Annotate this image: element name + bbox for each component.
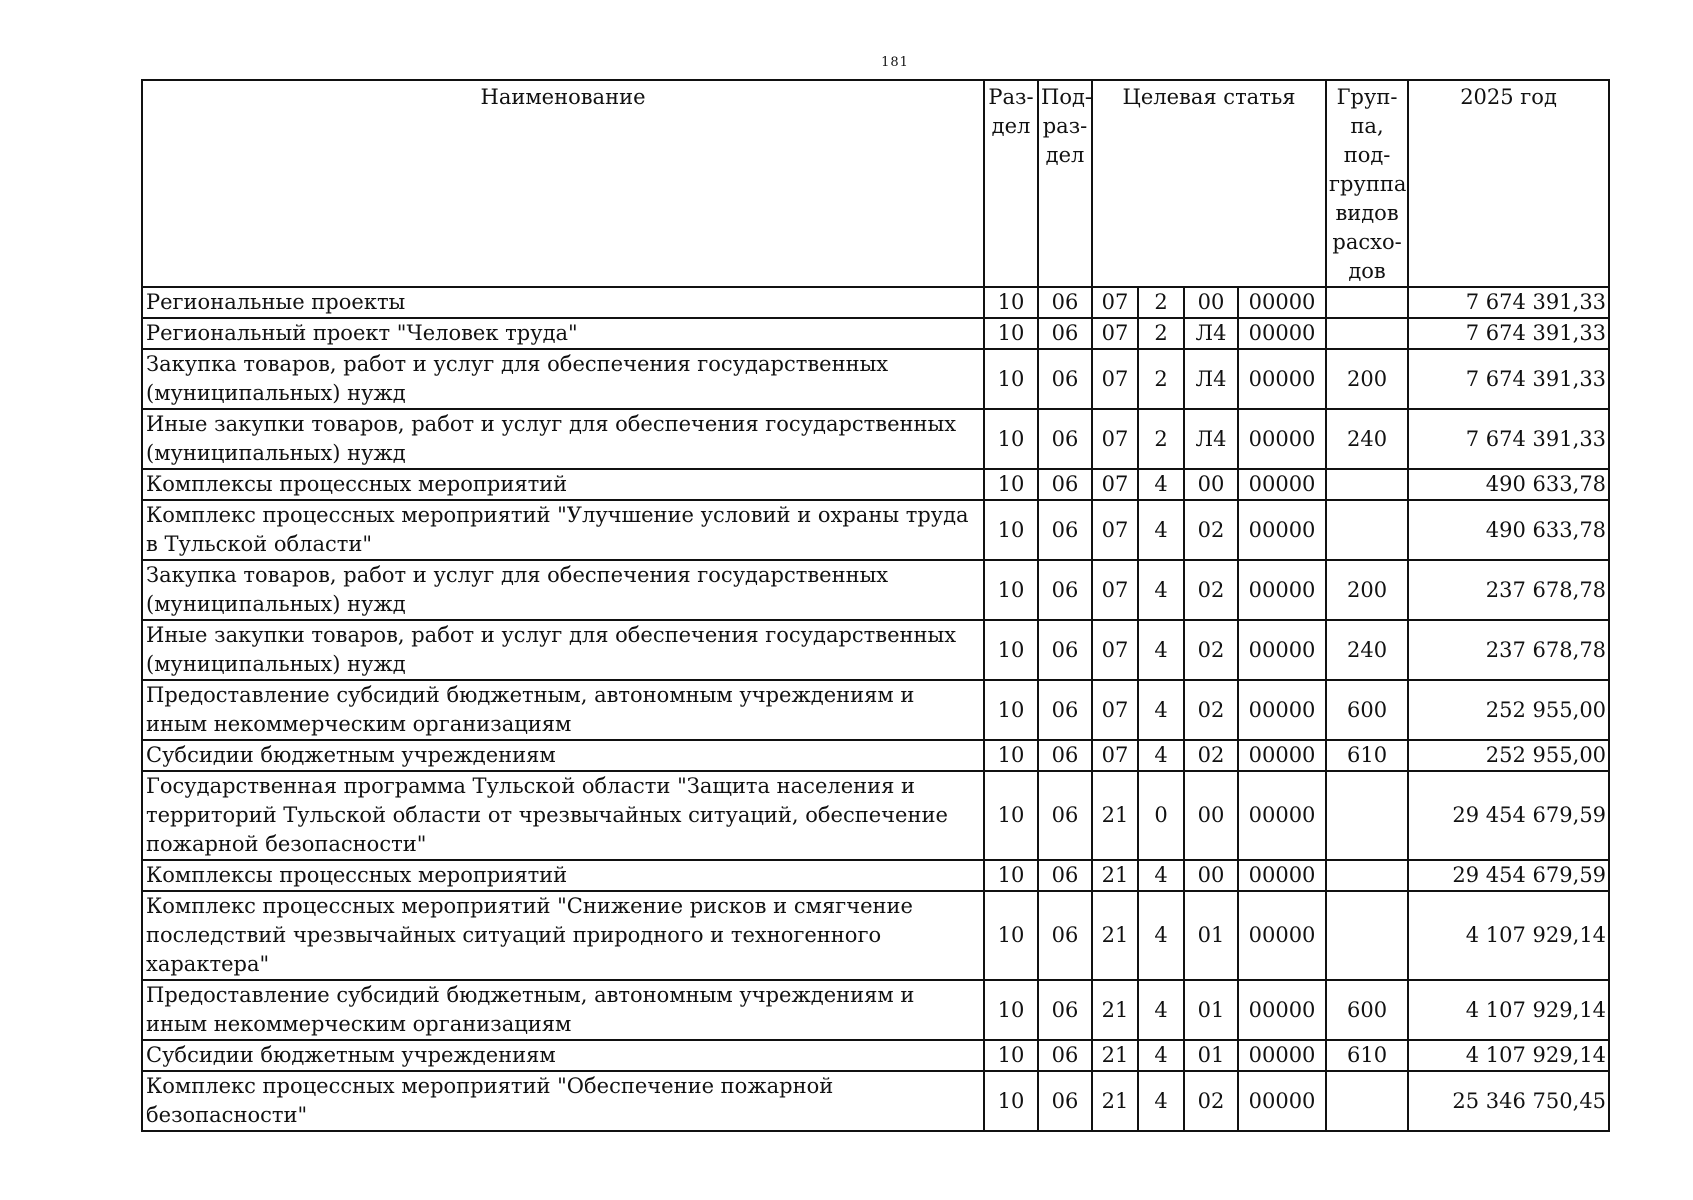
header-podrazdel-line: дел — [1045, 143, 1085, 167]
cell-target-direction: 02 — [1184, 680, 1238, 740]
cell-name: Субсидии бюджетным учреждениям — [142, 1040, 984, 1071]
cell-target-type: 4 — [1138, 560, 1184, 620]
header-podrazdel-line: Под- — [1041, 85, 1092, 109]
cell-target-type: 4 — [1138, 1040, 1184, 1071]
cell-target-direction: 00 — [1184, 860, 1238, 891]
cell-razdel: 10 — [984, 469, 1038, 500]
cell-group — [1326, 469, 1408, 500]
cell-target-code: 00000 — [1238, 469, 1326, 500]
cell-group — [1326, 860, 1408, 891]
cell-target-direction: Л4 — [1184, 409, 1238, 469]
cell-group — [1326, 318, 1408, 349]
cell-target-direction: 02 — [1184, 620, 1238, 680]
cell-target-program: 07 — [1092, 680, 1138, 740]
cell-amount: 4 107 929,14 — [1408, 891, 1609, 980]
cell-group: 610 — [1326, 740, 1408, 771]
cell-target-type: 2 — [1138, 409, 1184, 469]
cell-podrazdel: 06 — [1038, 1071, 1092, 1131]
header-name: Наименование — [142, 80, 984, 287]
cell-razdel: 10 — [984, 560, 1038, 620]
header-razdel-line: Раз- — [988, 85, 1034, 109]
cell-name: Комплексы процессных мероприятий — [142, 469, 984, 500]
cell-razdel: 10 — [984, 500, 1038, 560]
cell-target-program: 21 — [1092, 771, 1138, 860]
cell-podrazdel: 06 — [1038, 560, 1092, 620]
cell-amount: 29 454 679,59 — [1408, 860, 1609, 891]
cell-name: Иные закупки товаров, работ и услуг для обеспечения государственных (муниципальных) нужд — [142, 620, 984, 680]
header-podrazdel — [1038, 80, 1092, 287]
cell-target-direction: 02 — [1184, 500, 1238, 560]
cell-razdel: 10 — [984, 740, 1038, 771]
cell-group — [1326, 771, 1408, 860]
cell-name: Предоставление субсидий бюджетным, автономным учреждениям и иным некоммерческим организациям — [142, 680, 984, 740]
cell-podrazdel: 06 — [1038, 1040, 1092, 1071]
table-row — [142, 740, 1609, 771]
cell-group: 200 — [1326, 560, 1408, 620]
cell-target-code: 00000 — [1238, 1071, 1326, 1131]
cell-target-direction: 02 — [1184, 560, 1238, 620]
cell-podrazdel: 06 — [1038, 409, 1092, 469]
cell-target-type: 4 — [1138, 1071, 1184, 1131]
cell-group — [1326, 287, 1408, 318]
header-podrazdel-line: раз- — [1042, 114, 1088, 138]
table-row — [142, 680, 1609, 740]
cell-target-program: 21 — [1092, 860, 1138, 891]
cell-target-direction: 01 — [1184, 891, 1238, 980]
cell-target-program: 07 — [1092, 740, 1138, 771]
cell-target-program: 07 — [1092, 287, 1138, 318]
header-group-line: дов — [1348, 259, 1386, 283]
cell-target-code: 00000 — [1238, 980, 1326, 1040]
cell-target-type: 4 — [1138, 980, 1184, 1040]
cell-podrazdel: 06 — [1038, 349, 1092, 409]
cell-target-type: 4 — [1138, 620, 1184, 680]
cell-target-direction: 00 — [1184, 287, 1238, 318]
header-group-line: Груп- — [1336, 85, 1398, 109]
page-number: 181 — [881, 55, 909, 70]
cell-amount: 7 674 391,33 — [1408, 287, 1609, 318]
table-row — [142, 500, 1609, 560]
cell-target-program: 07 — [1092, 349, 1138, 409]
cell-name: Предоставление субсидий бюджетным, автономным учреждениям и иным некоммерческим организациям — [142, 980, 984, 1040]
cell-name: Региональные проекты — [142, 287, 984, 318]
cell-razdel: 10 — [984, 891, 1038, 980]
cell-razdel: 10 — [984, 771, 1038, 860]
cell-amount: 7 674 391,33 — [1408, 318, 1609, 349]
cell-target-program: 21 — [1092, 1040, 1138, 1071]
header-year: 2025 год — [1408, 80, 1609, 287]
cell-name: Комплекс процессных мероприятий "Улучшение условий и охраны труда в Тульской области" — [142, 500, 984, 560]
cell-target-code: 00000 — [1238, 620, 1326, 680]
table-row — [142, 560, 1609, 620]
cell-target-program: 07 — [1092, 620, 1138, 680]
cell-amount: 490 633,78 — [1408, 500, 1609, 560]
cell-amount: 490 633,78 — [1408, 469, 1609, 500]
cell-group: 200 — [1326, 349, 1408, 409]
cell-target-type: 4 — [1138, 860, 1184, 891]
header-group-line: группа — [1329, 172, 1407, 196]
cell-name: Государственная программа Тульской области "Защита населения и территорий Тульской области от чрезвычайных ситуаций, обеспечение пожарной безопасности" — [142, 771, 984, 860]
cell-razdel: 10 — [984, 287, 1038, 318]
cell-target-type: 4 — [1138, 469, 1184, 500]
cell-target-code: 00000 — [1238, 409, 1326, 469]
cell-podrazdel: 06 — [1038, 740, 1092, 771]
cell-amount: 237 678,78 — [1408, 620, 1609, 680]
cell-razdel: 10 — [984, 318, 1038, 349]
cell-target-type: 4 — [1138, 500, 1184, 560]
cell-target-type: 2 — [1138, 349, 1184, 409]
cell-podrazdel: 06 — [1038, 860, 1092, 891]
cell-target-code: 00000 — [1238, 349, 1326, 409]
cell-amount: 4 107 929,14 — [1408, 980, 1609, 1040]
cell-amount: 252 955,00 — [1408, 740, 1609, 771]
cell-target-code: 00000 — [1238, 860, 1326, 891]
cell-target-code: 00000 — [1238, 891, 1326, 980]
table-row — [142, 860, 1609, 891]
cell-target-program: 07 — [1092, 318, 1138, 349]
cell-group: 600 — [1326, 980, 1408, 1040]
cell-razdel: 10 — [984, 409, 1038, 469]
header-group-line: па, под- — [1343, 114, 1391, 167]
header-razdel-line: дел — [991, 114, 1031, 138]
budget-table — [141, 79, 1610, 1132]
cell-target-direction: 02 — [1184, 1071, 1238, 1131]
cell-target-program: 21 — [1092, 891, 1138, 980]
table-body — [142, 287, 1609, 1131]
cell-amount: 4 107 929,14 — [1408, 1040, 1609, 1071]
header-group-line: расхо- — [1332, 230, 1402, 254]
cell-target-type: 2 — [1138, 318, 1184, 349]
table-row — [142, 318, 1609, 349]
cell-target-code: 00000 — [1238, 318, 1326, 349]
table-header — [142, 80, 1609, 287]
cell-target-program: 07 — [1092, 560, 1138, 620]
cell-name: Иные закупки товаров, работ и услуг для обеспечения государственных (муниципальных) нужд — [142, 409, 984, 469]
cell-group: 240 — [1326, 620, 1408, 680]
cell-razdel: 10 — [984, 1071, 1038, 1131]
table-row — [142, 620, 1609, 680]
cell-name: Региональный проект "Человек труда" — [142, 318, 984, 349]
table-row — [142, 469, 1609, 500]
cell-target-program: 21 — [1092, 980, 1138, 1040]
cell-target-code: 00000 — [1238, 771, 1326, 860]
cell-razdel: 10 — [984, 980, 1038, 1040]
cell-name: Закупка товаров, работ и услуг для обеспечения государственных (муниципальных) нужд — [142, 560, 984, 620]
cell-target-type: 4 — [1138, 891, 1184, 980]
cell-target-program: 07 — [1092, 500, 1138, 560]
cell-podrazdel: 06 — [1038, 980, 1092, 1040]
cell-target-code: 00000 — [1238, 680, 1326, 740]
header-target: Целевая статья — [1092, 80, 1326, 287]
cell-target-code: 00000 — [1238, 500, 1326, 560]
cell-group: 610 — [1326, 1040, 1408, 1071]
cell-group — [1326, 1071, 1408, 1131]
cell-target-code: 00000 — [1238, 287, 1326, 318]
cell-amount: 7 674 391,33 — [1408, 349, 1609, 409]
cell-amount: 29 454 679,59 — [1408, 771, 1609, 860]
table-row — [142, 891, 1609, 980]
cell-target-direction: 02 — [1184, 740, 1238, 771]
cell-podrazdel: 06 — [1038, 891, 1092, 980]
cell-group: 240 — [1326, 409, 1408, 469]
cell-target-code: 00000 — [1238, 740, 1326, 771]
cell-target-direction: Л4 — [1184, 318, 1238, 349]
cell-amount: 7 674 391,33 — [1408, 409, 1609, 469]
cell-name: Комплекс процессных мероприятий "Обеспечение пожарной безопасности" — [142, 1071, 984, 1131]
cell-target-program: 21 — [1092, 1071, 1138, 1131]
cell-target-direction: 00 — [1184, 469, 1238, 500]
table-row — [142, 409, 1609, 469]
cell-amount: 237 678,78 — [1408, 560, 1609, 620]
table-row — [142, 771, 1609, 860]
cell-name: Субсидии бюджетным учреждениям — [142, 740, 984, 771]
table-row — [142, 1040, 1609, 1071]
cell-razdel: 10 — [984, 620, 1038, 680]
cell-podrazdel: 06 — [1038, 620, 1092, 680]
cell-target-direction: 01 — [1184, 1040, 1238, 1071]
cell-razdel: 10 — [984, 860, 1038, 891]
table-row — [142, 980, 1609, 1040]
cell-podrazdel: 06 — [1038, 287, 1092, 318]
cell-razdel: 10 — [984, 680, 1038, 740]
cell-target-program: 07 — [1092, 409, 1138, 469]
cell-group — [1326, 500, 1408, 560]
cell-group: 600 — [1326, 680, 1408, 740]
cell-target-type: 0 — [1138, 771, 1184, 860]
cell-name: Комплексы процессных мероприятий — [142, 860, 984, 891]
cell-podrazdel: 06 — [1038, 500, 1092, 560]
cell-target-program: 07 — [1092, 469, 1138, 500]
cell-podrazdel: 06 — [1038, 680, 1092, 740]
cell-target-direction: 01 — [1184, 980, 1238, 1040]
cell-target-code: 00000 — [1238, 1040, 1326, 1071]
cell-name: Закупка товаров, работ и услуг для обеспечения государственных (муниципальных) нужд — [142, 349, 984, 409]
cell-group — [1326, 891, 1408, 980]
cell-razdel: 10 — [984, 349, 1038, 409]
cell-target-type: 2 — [1138, 287, 1184, 318]
header-razdel — [984, 80, 1038, 287]
cell-razdel: 10 — [984, 1040, 1038, 1071]
cell-amount: 252 955,00 — [1408, 680, 1609, 740]
cell-podrazdel: 06 — [1038, 771, 1092, 860]
table-row — [142, 287, 1609, 318]
cell-podrazdel: 06 — [1038, 318, 1092, 349]
header-group — [1326, 80, 1408, 287]
cell-amount: 25 346 750,45 — [1408, 1071, 1609, 1131]
cell-name: Комплекс процессных мероприятий "Снижение рисков и смягчение последствий чрезвычайных ситуаций природного и техногенного характера" — [142, 891, 984, 980]
cell-target-type: 4 — [1138, 740, 1184, 771]
table-row — [142, 1071, 1609, 1131]
cell-target-direction: 00 — [1184, 771, 1238, 860]
header-group-line: видов — [1335, 201, 1399, 225]
table-row — [142, 349, 1609, 409]
cell-target-direction: Л4 — [1184, 349, 1238, 409]
cell-target-type: 4 — [1138, 680, 1184, 740]
cell-target-code: 00000 — [1238, 560, 1326, 620]
cell-podrazdel: 06 — [1038, 469, 1092, 500]
